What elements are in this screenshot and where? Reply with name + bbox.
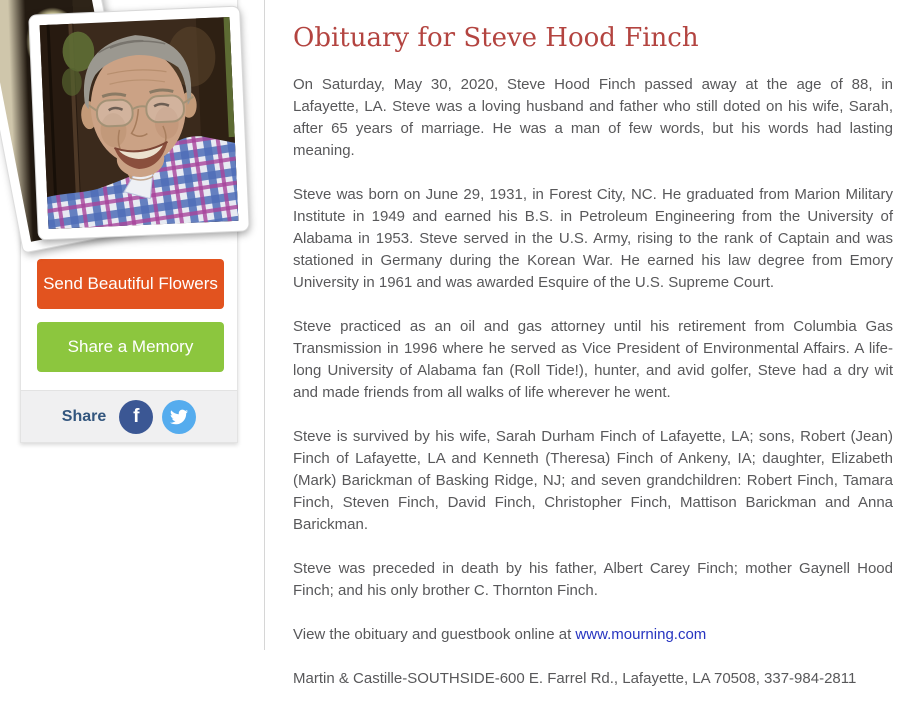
content-divider bbox=[264, 0, 265, 650]
funeral-home-line: Martin & Castille-SOUTHSIDE-600 E. Farrel Rd., Lafayette, LA 70508, 337-984-2811 bbox=[293, 670, 857, 687]
share-label: Share bbox=[61, 407, 107, 425]
obituary-paragraph-2: Steve was born on June 29, 1931, in Forest City, NC. He graduated from Marion Military Institute in 1949 and earned his B.S. in Petroleum Engineering from the University of Alabama in 1953. Steve served in the U.S. Army, rising to the rank of Captain and was stationed in Germany during the Korean War. He earned his law degree from Emory University in 1961 and was awarded Esquire of the U.S. Supreme Court. bbox=[293, 186, 893, 291]
portrait-photo-image bbox=[40, 17, 239, 229]
mourning-website-link[interactable]: www.mourning.com bbox=[575, 626, 707, 643]
portrait-photo bbox=[28, 5, 250, 240]
share-bar bbox=[20, 390, 238, 443]
facebook-icon: f bbox=[133, 406, 140, 427]
share-memory-button[interactable]: Share a Memory bbox=[37, 322, 224, 372]
guestbook-text: View the obituary and guestbook online at bbox=[293, 626, 576, 643]
obituary-paragraph-4: Steve is survived by his wife, Sarah Durham Finch of Lafayette, LA; sons, Robert (Jean) Finch of Lafayette, LA and Kenneth (Theresa) Finch of Ankeny, IA; daughter, Elizabeth (Mark) Barickman of Basking Ridge, NJ; and seven grandchildren: Robert Finch, Tamara Finch, Steven Finch, David Finch, Christopher Finch, Mattison Barickman and Anna Barickman. bbox=[293, 428, 893, 533]
twitter-share-button[interactable] bbox=[162, 400, 196, 434]
guestbook-line bbox=[293, 624, 893, 646]
facebook-share-button[interactable] bbox=[119, 400, 153, 434]
obituary-paragraph-5: Steve was preceded in death by his father, Albert Carey Finch; mother Gaynell Hood Finch; and his only brother C. Thornton Finch. bbox=[293, 560, 893, 599]
obituary-paragraph-1: On Saturday, May 30, 2020, Steve Hood Finch passed away at the age of 88, in Lafayette, LA. Steve was a loving husband and father who still doted on his wife, Sarah, after 65 years of marriage. He was a man of few words, but his words had lasting meaning. bbox=[293, 76, 893, 159]
twitter-bird-icon bbox=[170, 408, 188, 426]
obituary-paragraph-3: Steve practiced as an oil and gas attorney until his retirement from Columbia Gas Transmission in 1996 where he served as Vice President of Environmental Affairs. A life-long University of Alabama fan (Roll Tide!), hunter, and avid golfer, Steve had a dry wit and made friends from all walks of life wherever he went. bbox=[293, 318, 893, 401]
send-flowers-button[interactable]: Send Beautiful Flowers bbox=[37, 259, 224, 309]
page-title: Obituary for Steve Hood Finch bbox=[293, 23, 699, 53]
obituary-content bbox=[293, 0, 893, 712]
